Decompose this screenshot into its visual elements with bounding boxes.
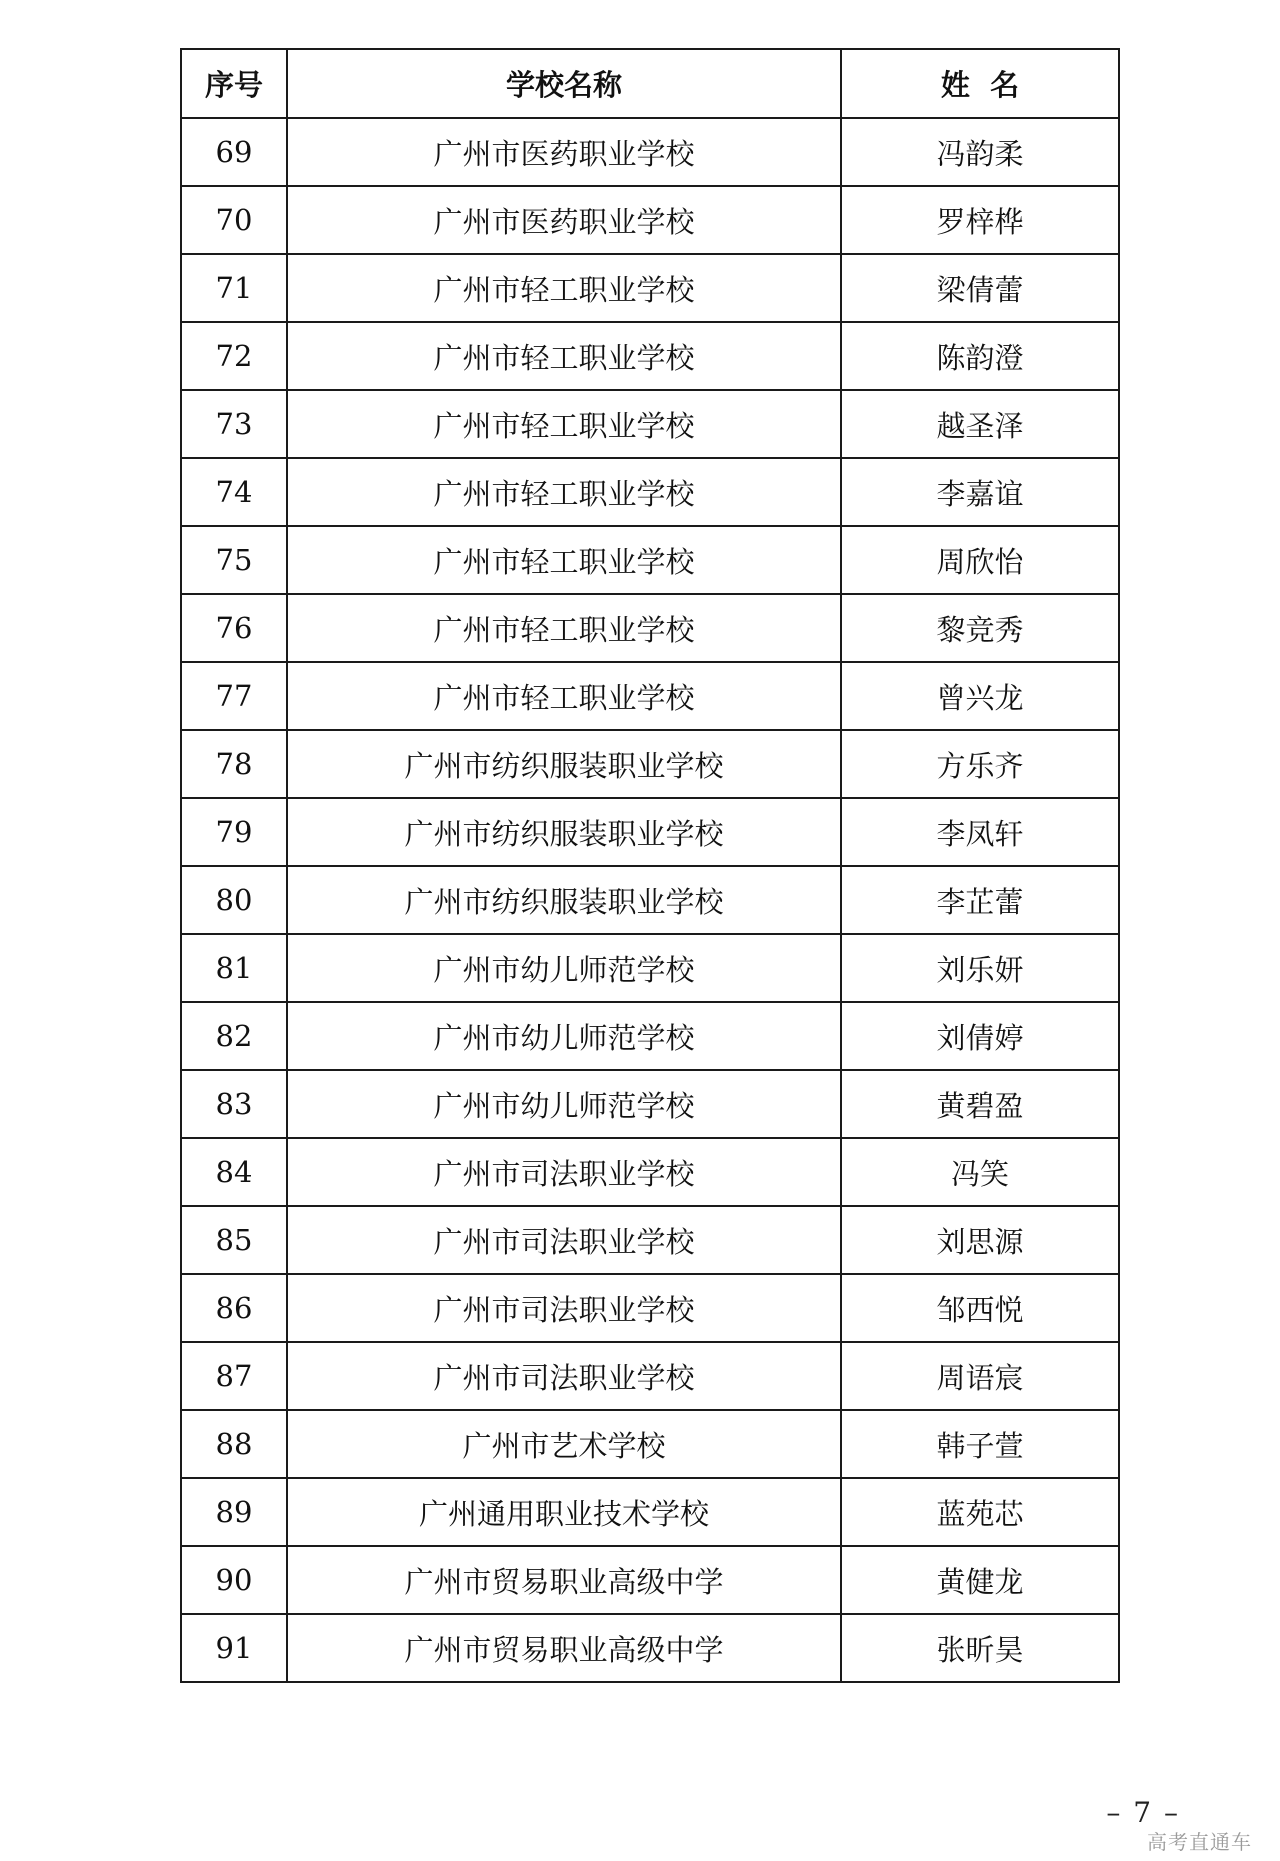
cell-seq: 81 (181, 934, 287, 1002)
cell-school: 广州市司法职业学校 (287, 1342, 841, 1410)
table-row (181, 254, 1119, 322)
watermark-text: 高考直通车 (1147, 1830, 1252, 1854)
cell-school: 广州市轻工职业学校 (287, 322, 841, 390)
cell-school: 广州通用职业技术学校 (287, 1478, 841, 1546)
page-number: – 7 – (1106, 1796, 1180, 1829)
cell-school: 广州市轻工职业学校 (287, 594, 841, 662)
cell-seq: 72 (181, 322, 287, 390)
cell-name: 张昕昊 (841, 1614, 1119, 1682)
cell-seq: 82 (181, 1002, 287, 1070)
cell-school: 广州市幼儿师范学校 (287, 934, 841, 1002)
cell-name: 邹西悦 (841, 1274, 1119, 1342)
table-row (181, 1614, 1119, 1682)
table-row (181, 1274, 1119, 1342)
cell-name: 黄健龙 (841, 1546, 1119, 1614)
header-school: 学校名称 (287, 49, 841, 118)
table-row (181, 730, 1119, 798)
cell-school: 广州市纺织服装职业学校 (287, 798, 841, 866)
cell-school: 广州市医药职业学校 (287, 118, 841, 186)
cell-name: 曾兴龙 (841, 662, 1119, 730)
cell-name: 韩子萱 (841, 1410, 1119, 1478)
cell-name: 越圣泽 (841, 390, 1119, 458)
cell-school: 广州市纺织服装职业学校 (287, 866, 841, 934)
cell-name: 梁倩蕾 (841, 254, 1119, 322)
cell-school: 广州市幼儿师范学校 (287, 1002, 841, 1070)
roster-table (180, 48, 1120, 1683)
cell-seq: 77 (181, 662, 287, 730)
cell-name: 罗梓桦 (841, 186, 1119, 254)
cell-seq: 69 (181, 118, 287, 186)
table-row (181, 1002, 1119, 1070)
header-row (181, 49, 1119, 118)
table-row (181, 1206, 1119, 1274)
table-row (181, 1478, 1119, 1546)
cell-seq: 73 (181, 390, 287, 458)
table-row (181, 662, 1119, 730)
cell-seq: 71 (181, 254, 287, 322)
cell-seq: 86 (181, 1274, 287, 1342)
table-header (181, 49, 1119, 118)
cell-name: 黄碧盈 (841, 1070, 1119, 1138)
table-row (181, 594, 1119, 662)
table-row (181, 1070, 1119, 1138)
cell-name: 陈韵澄 (841, 322, 1119, 390)
table-row (181, 458, 1119, 526)
cell-seq: 87 (181, 1342, 287, 1410)
table-row (181, 1342, 1119, 1410)
table-row (181, 1138, 1119, 1206)
header-seq: 序号 (181, 49, 287, 118)
cell-name: 李嘉谊 (841, 458, 1119, 526)
cell-seq: 89 (181, 1478, 287, 1546)
cell-seq: 88 (181, 1410, 287, 1478)
cell-name: 周语宸 (841, 1342, 1119, 1410)
cell-school: 广州市幼儿师范学校 (287, 1070, 841, 1138)
cell-name: 刘思源 (841, 1206, 1119, 1274)
cell-school: 广州市轻工职业学校 (287, 458, 841, 526)
cell-name: 方乐齐 (841, 730, 1119, 798)
cell-seq: 75 (181, 526, 287, 594)
cell-name: 黎竞秀 (841, 594, 1119, 662)
table-row (181, 390, 1119, 458)
cell-name: 刘乐妍 (841, 934, 1119, 1002)
table-row (181, 934, 1119, 1002)
cell-name: 刘倩婷 (841, 1002, 1119, 1070)
cell-seq: 78 (181, 730, 287, 798)
table-row (181, 798, 1119, 866)
cell-seq: 83 (181, 1070, 287, 1138)
cell-seq: 76 (181, 594, 287, 662)
table-row (181, 1546, 1119, 1614)
table-row (181, 866, 1119, 934)
cell-seq: 85 (181, 1206, 287, 1274)
cell-school: 广州市轻工职业学校 (287, 662, 841, 730)
cell-school: 广州市司法职业学校 (287, 1274, 841, 1342)
cell-name: 李芷蕾 (841, 866, 1119, 934)
table-row (181, 1410, 1119, 1478)
cell-school: 广州市纺织服装职业学校 (287, 730, 841, 798)
cell-school: 广州市医药职业学校 (287, 186, 841, 254)
cell-school: 广州市司法职业学校 (287, 1206, 841, 1274)
cell-school: 广州市轻工职业学校 (287, 526, 841, 594)
cell-name: 蓝苑芯 (841, 1478, 1119, 1546)
cell-school: 广州市贸易职业高级中学 (287, 1614, 841, 1682)
cell-name: 冯笑 (841, 1138, 1119, 1206)
cell-seq: 70 (181, 186, 287, 254)
cell-seq: 90 (181, 1546, 287, 1614)
cell-school: 广州市贸易职业高级中学 (287, 1546, 841, 1614)
cell-name: 冯韵柔 (841, 118, 1119, 186)
table-row (181, 186, 1119, 254)
table-row (181, 118, 1119, 186)
cell-seq: 74 (181, 458, 287, 526)
cell-seq: 91 (181, 1614, 287, 1682)
table-body (181, 118, 1119, 1682)
table-row (181, 526, 1119, 594)
cell-school: 广州市轻工职业学校 (287, 390, 841, 458)
cell-school: 广州市轻工职业学校 (287, 254, 841, 322)
cell-name: 李凤轩 (841, 798, 1119, 866)
header-name: 姓 名 (841, 49, 1119, 118)
cell-school: 广州市艺术学校 (287, 1410, 841, 1478)
cell-name: 周欣怡 (841, 526, 1119, 594)
cell-school: 广州市司法职业学校 (287, 1138, 841, 1206)
cell-seq: 79 (181, 798, 287, 866)
table-row (181, 322, 1119, 390)
cell-seq: 84 (181, 1138, 287, 1206)
cell-seq: 80 (181, 866, 287, 934)
